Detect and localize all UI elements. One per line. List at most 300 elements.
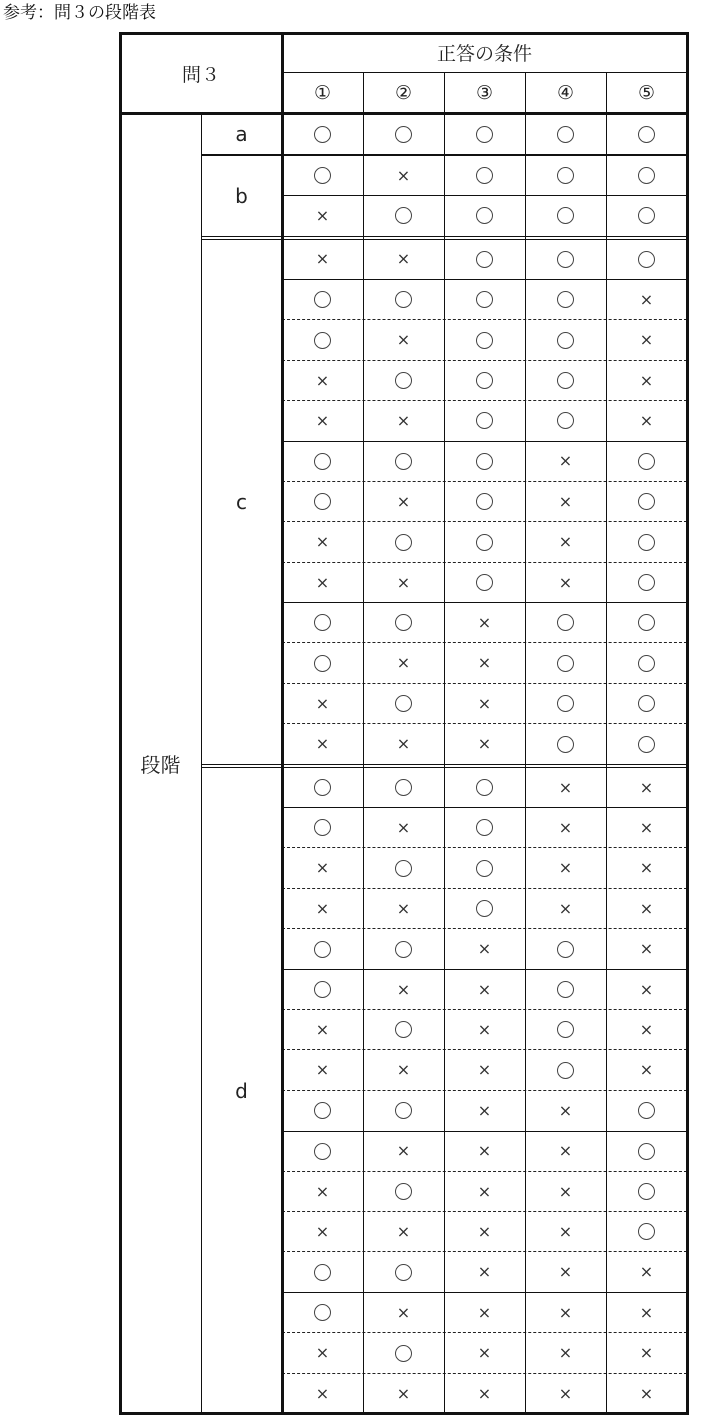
column-divider (606, 72, 607, 1414)
circle-mark (557, 332, 574, 349)
circle-mark (395, 1345, 412, 1362)
result-cell (363, 1171, 444, 1211)
result-cell (444, 1171, 525, 1211)
row-divider (282, 1292, 687, 1293)
result-cell (606, 1171, 687, 1211)
stage-group-label-cell (120, 114, 201, 1414)
cross-mark: × (396, 1302, 411, 1322)
circle-mark (314, 167, 331, 184)
cross-mark: × (558, 451, 573, 471)
result-cell (525, 1050, 606, 1090)
circle-mark (557, 251, 574, 268)
row-divider (282, 441, 687, 442)
cross-mark: × (315, 532, 330, 552)
cross-mark: × (639, 1060, 654, 1080)
result-cell (282, 1050, 363, 1090)
result-cell (282, 522, 363, 562)
cross-mark: × (477, 939, 492, 959)
result-cell (606, 889, 687, 929)
circle-mark (476, 574, 493, 591)
result-cell (525, 808, 606, 848)
table-left-border (119, 32, 122, 1416)
circle-mark (557, 1062, 574, 1079)
result-cell (606, 1131, 687, 1171)
cross-mark: × (477, 734, 492, 754)
result-cell (525, 848, 606, 888)
cross-mark: × (639, 777, 654, 797)
cross-mark: × (558, 858, 573, 878)
circle-mark (557, 126, 574, 143)
result-cell (363, 320, 444, 360)
result-cell (525, 522, 606, 562)
cross-mark: × (477, 612, 492, 632)
cross-mark: × (558, 1100, 573, 1120)
result-cell (282, 929, 363, 969)
result-cell (606, 562, 687, 602)
circle-mark (476, 167, 493, 184)
result-cell (282, 1212, 363, 1252)
row-divider-dashed (282, 400, 687, 401)
cross-mark: × (396, 410, 411, 430)
result-cell (282, 684, 363, 724)
circle-mark (314, 1304, 331, 1321)
circle-mark (395, 534, 412, 551)
circle-mark (557, 291, 574, 308)
result-cell (282, 441, 363, 481)
result-cell (363, 1252, 444, 1292)
cross-mark: × (315, 898, 330, 918)
row-divider-dashed (282, 521, 687, 522)
result-cell (444, 1010, 525, 1050)
cross-mark: × (315, 1060, 330, 1080)
cross-mark: × (477, 1060, 492, 1080)
circle-mark (395, 453, 412, 470)
result-cell (282, 1293, 363, 1333)
row-divider-dashed (282, 562, 687, 563)
condition-label-4: ④ (556, 81, 575, 104)
circle-mark (476, 412, 493, 429)
result-cell (363, 196, 444, 236)
circle-mark (638, 453, 655, 470)
result-cell (525, 1171, 606, 1211)
cross-mark: × (558, 1383, 573, 1403)
circle-mark (638, 534, 655, 551)
row-divider-dashed (282, 1332, 687, 1333)
result-cell (444, 1131, 525, 1171)
header-divider (282, 72, 687, 73)
result-cell (525, 929, 606, 969)
result-cell (444, 724, 525, 764)
result-cell (606, 239, 687, 279)
result-cell (606, 848, 687, 888)
circle-mark (395, 1183, 412, 1200)
cross-mark: × (396, 898, 411, 918)
result-cell (444, 114, 525, 154)
circle-mark (638, 736, 655, 753)
cross-mark: × (315, 410, 330, 430)
result-cell (363, 522, 444, 562)
circle-mark (557, 614, 574, 631)
result-cell (606, 401, 687, 441)
circle-mark (638, 1102, 655, 1119)
result-cell (282, 196, 363, 236)
result-cell (363, 684, 444, 724)
circle-mark (557, 941, 574, 958)
result-cell (282, 320, 363, 360)
result-cell (363, 848, 444, 888)
row-divider (282, 807, 687, 808)
result-cell (444, 889, 525, 929)
result-cell (363, 280, 444, 320)
circle-mark (638, 1143, 655, 1160)
cross-mark: × (639, 289, 654, 309)
result-cell (606, 724, 687, 764)
circle-mark (395, 1264, 412, 1281)
result-cell (444, 155, 525, 195)
circle-mark (314, 493, 331, 510)
circle-mark (314, 779, 331, 796)
condition-label-5-cell (606, 72, 687, 113)
result-cell (606, 767, 687, 807)
row-divider-dashed (282, 847, 687, 848)
circle-mark (557, 736, 574, 753)
cross-mark: × (558, 532, 573, 552)
circle-mark (557, 655, 574, 672)
circle-mark (395, 941, 412, 958)
table-bottom-border (119, 1412, 688, 1415)
cross-mark: × (477, 1383, 492, 1403)
circle-mark (638, 574, 655, 591)
circle-mark (557, 412, 574, 429)
cross-mark: × (477, 1262, 492, 1282)
result-cell (525, 603, 606, 643)
result-cell (363, 643, 444, 683)
table-top-border (119, 32, 688, 35)
circle-mark (314, 1102, 331, 1119)
result-cell (282, 1373, 363, 1413)
result-cell (444, 562, 525, 602)
result-cell (282, 603, 363, 643)
result-cell (444, 643, 525, 683)
result-cell (363, 603, 444, 643)
result-cell (606, 1252, 687, 1292)
cross-mark: × (639, 939, 654, 959)
cross-mark: × (396, 1141, 411, 1161)
result-cell (525, 1333, 606, 1373)
row-divider-dashed (282, 888, 687, 889)
cross-mark: × (558, 777, 573, 797)
result-cell (282, 643, 363, 683)
circle-mark (638, 167, 655, 184)
result-cell (444, 1212, 525, 1252)
result-cell (525, 114, 606, 154)
stage-c-label-cell (201, 239, 282, 764)
result-cell (525, 889, 606, 929)
circle-mark (638, 493, 655, 510)
result-cell (282, 482, 363, 522)
result-cell (282, 1171, 363, 1211)
circle-mark (476, 372, 493, 389)
stage-d-label: d (235, 1078, 248, 1103)
column-divider (444, 72, 445, 1414)
cross-mark: × (315, 249, 330, 269)
row-divider-dashed (282, 683, 687, 684)
row-divider (282, 279, 687, 280)
result-cell (363, 1293, 444, 1333)
result-cell (363, 724, 444, 764)
result-cell (525, 1212, 606, 1252)
result-cell (525, 969, 606, 1009)
result-cell (363, 929, 444, 969)
row-divider (282, 969, 687, 970)
result-cell (606, 360, 687, 400)
stage-divider (201, 114, 202, 1414)
row-divider-dashed (282, 319, 687, 320)
label-column-border (281, 33, 284, 1414)
cross-mark: × (639, 1343, 654, 1363)
circle-mark (395, 372, 412, 389)
circle-mark (638, 695, 655, 712)
result-cell (525, 280, 606, 320)
circle-mark (476, 860, 493, 877)
circle-mark (395, 1021, 412, 1038)
circle-mark (557, 695, 574, 712)
cross-mark: × (396, 653, 411, 673)
result-cell (525, 684, 606, 724)
result-cell (444, 969, 525, 1009)
row-divider-dashed (282, 642, 687, 643)
circle-mark (395, 695, 412, 712)
circle-mark (476, 251, 493, 268)
circle-mark (638, 251, 655, 268)
condition-label-3: ③ (475, 81, 494, 104)
column-divider (525, 72, 526, 1414)
result-cell (444, 1252, 525, 1292)
result-cell (363, 1091, 444, 1131)
circle-mark (314, 941, 331, 958)
result-cell (525, 196, 606, 236)
circle-mark (557, 167, 574, 184)
result-cell (363, 155, 444, 195)
result-cell (282, 562, 363, 602)
circle-mark (557, 207, 574, 224)
cross-mark: × (477, 1141, 492, 1161)
result-cell (363, 1010, 444, 1050)
result-cell (444, 767, 525, 807)
result-cell (282, 239, 363, 279)
cross-mark: × (477, 1343, 492, 1363)
row-divider-dashed (282, 928, 687, 929)
result-cell (282, 1333, 363, 1373)
stage-a-label-cell (201, 114, 282, 154)
result-cell (444, 401, 525, 441)
cross-mark: × (639, 370, 654, 390)
result-cell (282, 155, 363, 195)
circle-mark (638, 207, 655, 224)
result-cell (363, 401, 444, 441)
stage-b-label: b (235, 183, 248, 208)
result-cell (606, 114, 687, 154)
result-cell (444, 441, 525, 481)
result-cell (606, 969, 687, 1009)
conditions-header: 正答の条件 (436, 43, 532, 65)
circle-mark (314, 655, 331, 672)
cross-mark: × (558, 1343, 573, 1363)
cross-mark: × (477, 1019, 492, 1039)
result-cell (525, 239, 606, 279)
result-cell (444, 848, 525, 888)
result-cell (363, 808, 444, 848)
result-cell (363, 562, 444, 602)
result-cell (282, 889, 363, 929)
result-cell (606, 280, 687, 320)
circle-mark (395, 779, 412, 796)
result-cell (525, 155, 606, 195)
circle-mark (395, 291, 412, 308)
circle-mark (638, 1223, 655, 1240)
cross-mark: × (639, 898, 654, 918)
cross-mark: × (315, 1343, 330, 1363)
circle-mark (476, 453, 493, 470)
result-cell (282, 360, 363, 400)
cross-mark: × (396, 330, 411, 350)
cross-mark: × (396, 734, 411, 754)
circle-mark (314, 614, 331, 631)
result-cell (444, 360, 525, 400)
circle-mark (314, 291, 331, 308)
result-cell (606, 808, 687, 848)
result-cell (606, 1212, 687, 1252)
cross-mark: × (639, 1262, 654, 1282)
result-cell (606, 603, 687, 643)
table-right-border (686, 32, 689, 1416)
result-cell (363, 1131, 444, 1171)
result-cell (363, 1212, 444, 1252)
result-cell (444, 1373, 525, 1413)
cross-mark: × (315, 1181, 330, 1201)
column-divider (363, 72, 364, 1414)
row-divider-dashed (282, 481, 687, 482)
result-cell (606, 1293, 687, 1333)
row-divider-dashed (282, 1211, 687, 1212)
cross-mark: × (558, 898, 573, 918)
cross-mark: × (477, 693, 492, 713)
result-cell (525, 724, 606, 764)
question-label: 問３ (181, 63, 220, 86)
result-cell (525, 1252, 606, 1292)
circle-mark (476, 493, 493, 510)
cross-mark: × (315, 734, 330, 754)
circle-mark (476, 900, 493, 917)
circle-mark (476, 779, 493, 796)
cross-mark: × (396, 1060, 411, 1080)
result-cell (363, 1050, 444, 1090)
row-divider-dashed (282, 360, 687, 361)
row-divider-dashed (282, 1009, 687, 1010)
result-cell (606, 482, 687, 522)
header-bottom-border (120, 112, 687, 115)
row-divider (282, 602, 687, 603)
result-cell (282, 724, 363, 764)
result-cell (606, 155, 687, 195)
result-cell (444, 1050, 525, 1090)
result-cell (606, 1333, 687, 1373)
result-cell (444, 808, 525, 848)
circle-mark (476, 534, 493, 551)
cross-mark: × (315, 1221, 330, 1241)
stage-a-label: a (235, 122, 248, 147)
circle-mark (314, 1143, 331, 1160)
result-cell (444, 196, 525, 236)
circle-mark (314, 981, 331, 998)
cross-mark: × (558, 1181, 573, 1201)
circle-mark (314, 1264, 331, 1281)
cross-mark: × (315, 693, 330, 713)
result-cell (363, 1333, 444, 1373)
cross-mark: × (639, 858, 654, 878)
result-cell (525, 482, 606, 522)
row-divider (282, 195, 687, 196)
row-divider-dashed (282, 1049, 687, 1050)
cross-mark: × (558, 1262, 573, 1282)
result-cell (525, 767, 606, 807)
result-cell (525, 320, 606, 360)
result-cell (444, 280, 525, 320)
circle-mark (395, 860, 412, 877)
stage-group-label: 段階 (140, 753, 181, 778)
cross-mark: × (396, 817, 411, 837)
result-cell (363, 239, 444, 279)
result-cell (282, 1252, 363, 1292)
result-cell (282, 767, 363, 807)
circle-mark (557, 372, 574, 389)
result-cell (444, 684, 525, 724)
circle-mark (314, 126, 331, 143)
result-cell (444, 929, 525, 969)
condition-label-1-cell (282, 72, 363, 113)
cross-mark: × (639, 1019, 654, 1039)
row-divider-dashed (282, 1373, 687, 1374)
circle-mark (314, 819, 331, 836)
result-cell (606, 1373, 687, 1413)
cross-mark: × (315, 858, 330, 878)
result-cell (606, 441, 687, 481)
cross-mark: × (396, 1383, 411, 1403)
cross-mark: × (396, 165, 411, 185)
result-cell (606, 320, 687, 360)
cross-mark: × (639, 410, 654, 430)
result-cell (444, 482, 525, 522)
result-cell (363, 969, 444, 1009)
result-cell (444, 522, 525, 562)
cross-mark: × (477, 1181, 492, 1201)
condition-label-2: ② (394, 81, 413, 104)
cross-mark: × (558, 817, 573, 837)
circle-mark (314, 453, 331, 470)
result-cell (363, 1373, 444, 1413)
cross-mark: × (477, 1100, 492, 1120)
result-cell (282, 401, 363, 441)
circle-mark (638, 655, 655, 672)
stage-c-label: c (236, 489, 247, 514)
circle-mark (395, 1102, 412, 1119)
circle-mark (638, 126, 655, 143)
cross-mark: × (477, 1221, 492, 1241)
result-cell (606, 929, 687, 969)
result-cell (444, 1333, 525, 1373)
cross-mark: × (558, 1221, 573, 1241)
result-cell (444, 239, 525, 279)
